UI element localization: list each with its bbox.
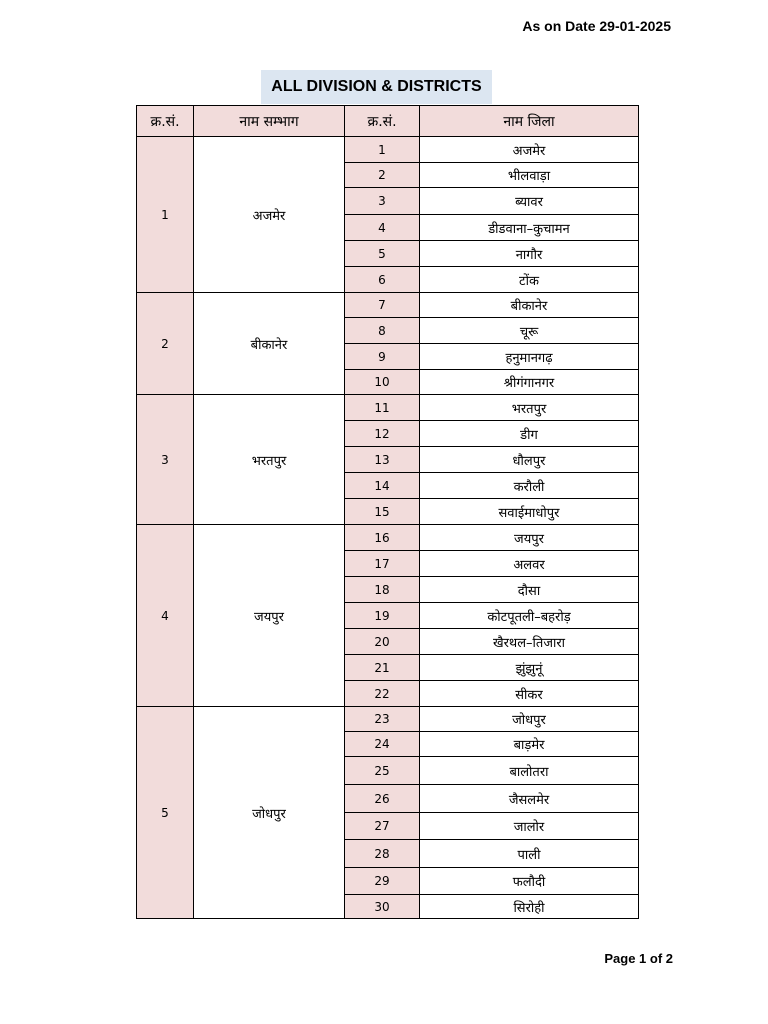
division-name: बीकानेर — [194, 293, 345, 395]
district-name: ब्यावर — [420, 188, 639, 215]
district-name: भीलवाड़ा — [420, 163, 639, 188]
district-sno: 1 — [345, 137, 420, 163]
header-division-sno: क्र.सं. — [137, 106, 194, 137]
district-name: जोधपुर — [420, 707, 639, 732]
division-sno: 4 — [137, 525, 194, 707]
district-name: खैरथल–तिजारा — [420, 629, 639, 655]
table-title: ALL DIVISION & DISTRICTS — [261, 70, 492, 104]
district-sno: 6 — [345, 267, 420, 293]
district-name: बाड़मेर — [420, 732, 639, 757]
district-sno: 24 — [345, 732, 420, 757]
district-sno: 3 — [345, 188, 420, 215]
district-name: फलौदी — [420, 868, 639, 895]
as-on-date: As on Date 29-01-2025 — [522, 18, 671, 34]
district-sno: 15 — [345, 499, 420, 525]
district-sno: 22 — [345, 681, 420, 707]
district-sno: 8 — [345, 318, 420, 344]
district-sno: 30 — [345, 895, 420, 919]
header-division-name: नाम सम्भाग — [194, 106, 345, 137]
district-sno: 20 — [345, 629, 420, 655]
districts-table — [136, 105, 639, 919]
district-name: अजमेर — [420, 137, 639, 163]
division-sno: 1 — [137, 137, 194, 293]
page-number: Page 1 of 2 — [604, 951, 673, 966]
district-name: झुंझुनूं — [420, 655, 639, 681]
district-sno: 29 — [345, 868, 420, 895]
district-name: हनुमानगढ़ — [420, 344, 639, 370]
division-sno: 5 — [137, 707, 194, 919]
district-sno: 16 — [345, 525, 420, 551]
district-sno: 4 — [345, 215, 420, 241]
district-name: अलवर — [420, 551, 639, 577]
district-name: धौलपुर — [420, 447, 639, 473]
district-sno: 14 — [345, 473, 420, 499]
header-district-sno: क्र.सं. — [345, 106, 420, 137]
district-name: जालोर — [420, 813, 639, 840]
table-row — [137, 395, 639, 421]
district-sno: 27 — [345, 813, 420, 840]
district-name: कोटपूतली–बहरोड़ — [420, 603, 639, 629]
district-sno: 9 — [345, 344, 420, 370]
table-row — [137, 707, 639, 732]
division-sno: 3 — [137, 395, 194, 525]
header-district-name: नाम जिला — [420, 106, 639, 137]
district-name: डीग — [420, 421, 639, 447]
district-name: डीडवाना–कुचामन — [420, 215, 639, 241]
district-sno: 11 — [345, 395, 420, 421]
division-name: जयपुर — [194, 525, 345, 707]
district-sno: 19 — [345, 603, 420, 629]
district-sno: 10 — [345, 370, 420, 395]
table-row — [137, 525, 639, 551]
district-name: करौली — [420, 473, 639, 499]
district-name: सीकर — [420, 681, 639, 707]
table-row — [137, 137, 639, 163]
district-name: बीकानेर — [420, 293, 639, 318]
district-name: पाली — [420, 840, 639, 868]
district-sno: 28 — [345, 840, 420, 868]
district-name: टोंक — [420, 267, 639, 293]
district-sno: 12 — [345, 421, 420, 447]
district-sno: 23 — [345, 707, 420, 732]
district-sno: 2 — [345, 163, 420, 188]
district-name: बालोतरा — [420, 757, 639, 785]
district-name: श्रीगंगानगर — [420, 370, 639, 395]
district-name: भरतपुर — [420, 395, 639, 421]
district-sno: 7 — [345, 293, 420, 318]
division-sno: 2 — [137, 293, 194, 395]
district-name: नागौर — [420, 241, 639, 267]
table-body — [137, 137, 639, 919]
table-row — [137, 293, 639, 318]
district-sno: 17 — [345, 551, 420, 577]
division-name: जोधपुर — [194, 707, 345, 919]
district-name: सिरोही — [420, 895, 639, 919]
district-name: जैसलमेर — [420, 785, 639, 813]
district-name: चूरू — [420, 318, 639, 344]
district-name: सवाईमाधोपुर — [420, 499, 639, 525]
district-sno: 18 — [345, 577, 420, 603]
division-name: अजमेर — [194, 137, 345, 293]
division-name: भरतपुर — [194, 395, 345, 525]
district-sno: 21 — [345, 655, 420, 681]
district-name: जयपुर — [420, 525, 639, 551]
district-sno: 13 — [345, 447, 420, 473]
district-sno: 5 — [345, 241, 420, 267]
district-name: दौसा — [420, 577, 639, 603]
district-sno: 25 — [345, 757, 420, 785]
district-sno: 26 — [345, 785, 420, 813]
table-header-row — [137, 106, 639, 137]
